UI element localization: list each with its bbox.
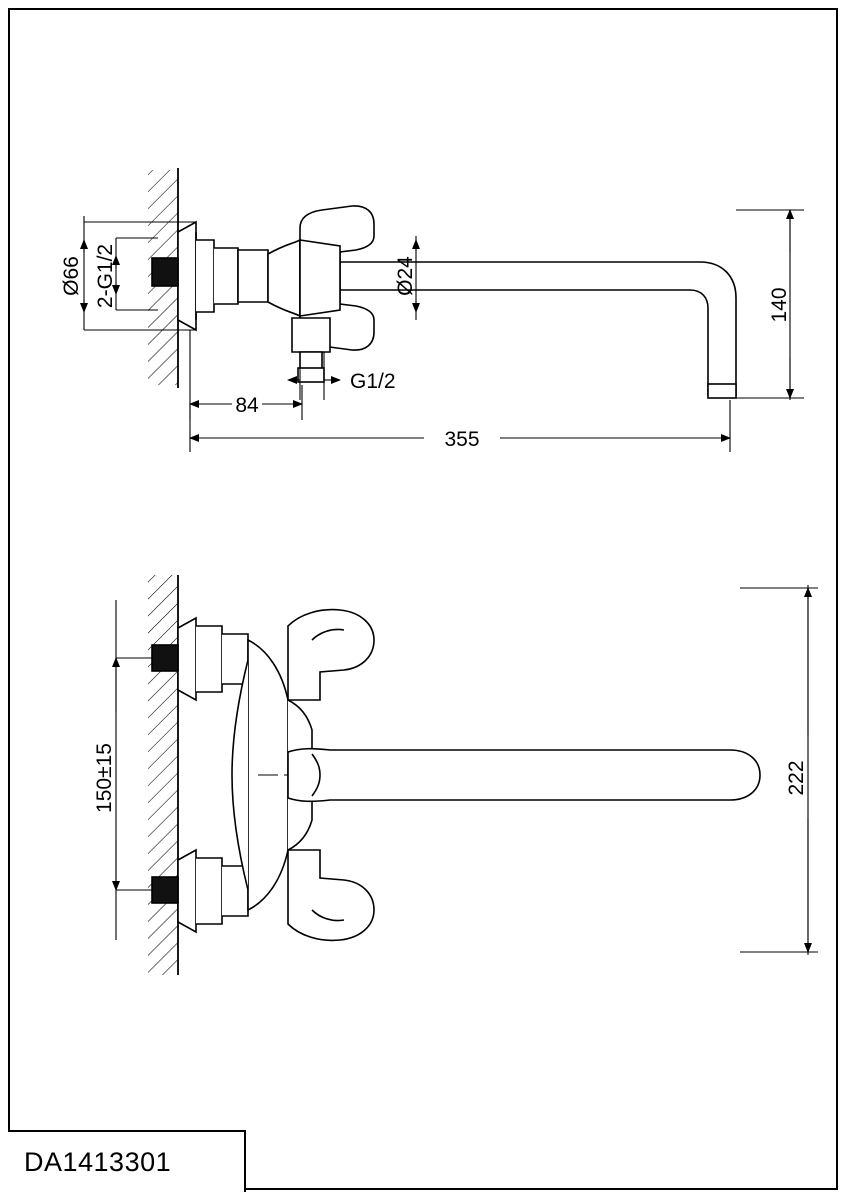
dim-center-distance-150 bbox=[116, 600, 152, 940]
product-code-label: DA1413301 bbox=[24, 1146, 172, 1177]
dim-label-depth-84: 84 bbox=[235, 394, 259, 417]
dim-label-overall-height-222: 222 bbox=[785, 760, 808, 796]
dim-label-center-distance-150: 150±15 bbox=[93, 743, 116, 813]
dim-label-outlet-g12: G1/2 bbox=[350, 370, 396, 393]
dim-label-diameter-24: Ø24 bbox=[394, 256, 417, 296]
front-elevation-view bbox=[116, 575, 818, 975]
title-block bbox=[8, 1130, 246, 1192]
handle-lower-front bbox=[288, 850, 374, 940]
wall-hatch-front bbox=[148, 575, 178, 975]
mixer-body-side bbox=[238, 206, 374, 382]
dim-label-length-355: 355 bbox=[444, 428, 480, 451]
dim-label-thread-2-g12: 2-G1/2 bbox=[94, 243, 117, 309]
handle-upper-front bbox=[288, 610, 374, 700]
dim-label-height-140: 140 bbox=[768, 287, 791, 323]
side-elevation-view bbox=[84, 168, 804, 452]
dim-label-diameter-66: Ø66 bbox=[60, 256, 83, 296]
spout-front bbox=[288, 749, 760, 802]
